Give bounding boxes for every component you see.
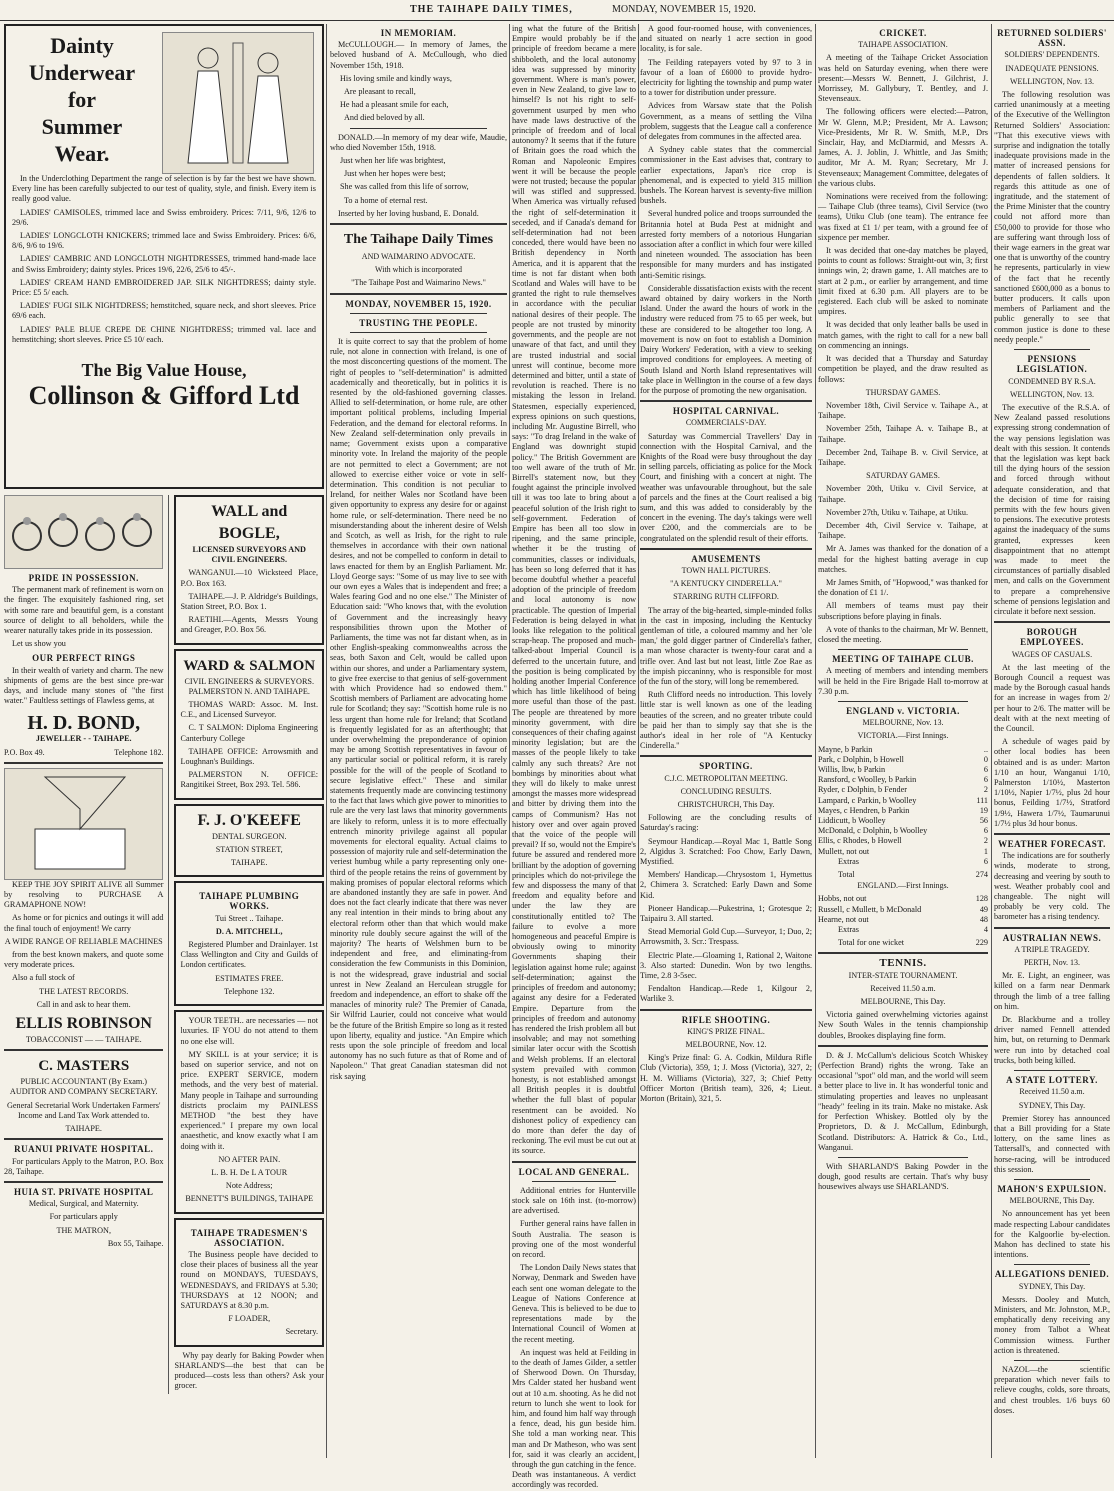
rings-illustration [4, 495, 163, 569]
ev-sub: MELBOURNE, Nov. 13. [862, 718, 944, 728]
ok-l2: STATION STREET, [215, 844, 283, 854]
c4-p6: Considerable dissatisfaction exists with the recent award obtained by dairy workers in the North Island. Under the award the hours of work in the industry were reduced from 75 to 65 per week, but these are considered to be altogether too long. A movement is now on foot to establish a Dominion Dairy Workers' Federation, with a view to seeking improved conditions for employees. A meeting of South Island and North Island representatives will take place in Wellington in the course of a few days for the purpose of promoting the new organisation. [640, 283, 812, 395]
score-row [818, 847, 988, 857]
c4-p3: Advices from Warsaw state that the Polish Government, as a means of settling the Vilna problem, suggests that the League call a conference of delegates from communes in the affected area. [640, 101, 812, 142]
rifle-sub: KING'S PRIZE FINAL. [687, 1026, 765, 1036]
nazol-ad: NAZOL—the scientific preparation which never fails to relieve coughs, colds, sore throats, and chest troubles. 1/6 buys 60 doses. [994, 1364, 1110, 1415]
wb-l1: LICENSED SURVEYORS AND CIVIL ENGINEERS. [192, 545, 306, 565]
paper-title: The Taihape Daily Times [343, 232, 494, 248]
editorial-date: MONDAY, NOVEMBER 15, 1920. [345, 298, 492, 309]
local-p3: The London Daily News states that Norway, Denmark and Sweden have each sent one woman delegate to the League of Nations Conference at Geneva. This is believed to be due to representations made by the International Council of Women at the recent meeting. [512, 1263, 636, 1344]
paper-sub3: "The Taihape Post and Waimarino News." [351, 278, 486, 288]
cricket-p4: It was decided that one-day matches be played, points to count as follows: Straight-out win, 3; first innings win, 2; drawn game, 1. All matches are to start at 2 p.m., or earlier by arrangement, and time limit fixed at 6.30 p.m. All players are to be registered. Each club will be asked to nominate umpires. [818, 246, 988, 317]
runs: 6 [983, 856, 988, 866]
ad-heading-4: Summer [41, 114, 123, 139]
batsman: Ellis, c Rhodes, b Howell [818, 836, 902, 846]
hosp-sub: COMMERCIALS'-DAY. [685, 418, 767, 428]
amuse-sub3: STARRING RUTH CLIFFORD. [673, 592, 779, 602]
weather-heading: WEATHER FORECAST. [998, 839, 1106, 850]
plumb-l4: ESTIMATES FREE. [215, 973, 284, 983]
gram-p7: Call in and ask to hear them. [36, 999, 131, 1009]
masthead-date: MONDAY, NOVEMBER 15, 1920. [612, 4, 756, 15]
au-p2: Dr. Blackburne and a trolley driver named Fennell attended him, but, on returning to Denmark were run into by detached coal trucks, both being killed. [994, 1015, 1110, 1065]
lot-p1: Premier Storey has announced that a Bill providing for a State lottery, on the same lines as Tattersall's, and connected with horse-racing, will be introduced this session. [994, 1113, 1110, 1174]
tennis-p1: Victoria gained overwhelming victories against New South Wales in the tennis championship doubles, Brookes displaying fine form. [818, 1010, 988, 1040]
total-label: Total for one wicket [838, 938, 905, 948]
trades-heading: TAIHAPE TRADESMEN'S ASSOCIATION. [190, 1227, 308, 1248]
cricket-p6: It was decided that a Thursday and Saturday competition be played, and the draw resulted as follows: [818, 354, 988, 384]
den-p1: Messrs. Dooley and Mutch, Ministers, and Mr. Johnston, M.P., emphatically deny receiving any money from Talbot a Wheat Commission witness. Further action is threatened. [994, 1294, 1110, 1355]
plumb-l1: Tui Street .. Taihape. [215, 913, 284, 923]
batsman: Ryder, c Dolphin, b Fender [818, 785, 907, 795]
in-memoriam-heading: IN MEMORIAM. [380, 28, 457, 38]
pensions-heading: PENSIONS LEGISLATION. [1016, 354, 1088, 375]
ws-l2: THOMAS WARD: Assoc. M. Inst. C.E., and Licensed Surveyor. [180, 700, 318, 720]
mem-v3: He had a pleasant smile for each, [340, 100, 449, 110]
wall-bogle-ad [174, 495, 324, 645]
batsman: Park, c Dolphin, b Howell [818, 754, 904, 764]
masters-l1: PUBLIC ACCOUNTANT (By Exam.) AUDITOR AND COMPANY SECRETARY. [9, 1077, 158, 1097]
borough-heading: BOROUGH EMPLOYEES. [1020, 627, 1084, 648]
mem-p3: Inserted by her loving husband, E. Donald. [338, 208, 479, 218]
rings-p3: In their wealth of variety and charm. The new shipments of gems are the best since pre-war days, and include many stones of "the first water." Faultless settings of Flawless gems, at [4, 665, 164, 706]
batsman: Extras [838, 925, 859, 935]
gram-p3: A WIDE RANGE OF RELIABLE MACHINES [4, 936, 163, 946]
pen-sub: CONDEMNED BY R.S.A. [1008, 376, 1096, 386]
wall-bogle-name: WALL and BOGLE, [211, 503, 288, 542]
c4-p2: The Feilding ratepayers voted by 97 to 3 in favour of a loan of £6000 to provide hydro-electricity for lighting the township and pump water to a tower for distribution under pressure. [640, 57, 812, 98]
baking-powder-ad: Why pay dearly for Baking Powder when SHARLAND'S—the best that can be produced—costs less than others? Ask your grocer. [174, 1350, 324, 1391]
england-scorecard [818, 894, 988, 948]
hospital-carnival-heading: HOSPITAL CARNIVAL. [672, 406, 780, 417]
plumb-l3: Registered Plumber and Drainlayer. 1st Class Wellington and City and Guilds of London certificates. [180, 940, 318, 970]
masthead-title: THE TAIHAPE DAILY TIMES, [410, 4, 573, 15]
sat-1: November 20th, Utiku v. Civil Service, at Taihape. [818, 484, 988, 504]
saturday-games: SATURDAY GAMES. [866, 471, 940, 481]
rings-p1: The permanent mark of refinement is worn on the finger. The exquisitely fashioned ring, set with some rare and beautiful gem, is a constant source of delight to all beholders, while the wearer naturally takes pride in its possession. [4, 585, 164, 636]
dainty-item-3: LADIES' CAMBRIC AND LONGCLOTH NIGHTDRESSES, trimmed hand-made lace and Swiss Embroidery; dainty styles. Prices 19/6, 22/6, 25/6 to 45/-. [12, 254, 316, 274]
teeth-l2: L. B. H. De L A TOUR [211, 1167, 288, 1177]
ad-heading-2: Underwear [28, 60, 136, 85]
mem-p2: DONALD.—In memory of my dear wife, Maudie, who died November 15th, 1918. [330, 132, 507, 152]
wb-l2: WANGANUI.—10 Wicksteed Place, P.O. Box 163. [180, 568, 318, 588]
okeefe-ad [174, 804, 324, 878]
ruanui-l: For particulars Apply to the Matron, P.O. Box 28, Taihape. [4, 1156, 164, 1176]
score-row [818, 915, 988, 925]
masters-name: C. MASTERS [38, 1058, 130, 1075]
gramophone-illustration [4, 768, 163, 880]
masthead [0, 0, 1114, 21]
huia-l1: Medical, Surgical, and Maternity. [28, 1199, 139, 1209]
collinson-gifford: Collinson & Gifford Ltd [28, 381, 300, 411]
runs: 1 [983, 846, 988, 856]
column-4 [640, 24, 812, 1458]
mem-p1: McCULLOUGH.— In memory of James, the beloved husband of A. McCullough, who died November 15th, 1918. [330, 40, 507, 70]
batsman: Ransford, c Woolley, b Parkin [818, 775, 917, 785]
batsman: Liddicutt, b Woolley [818, 816, 886, 826]
score-row [818, 745, 988, 755]
tennis-sub3: MELBOURNE, This Day. [860, 997, 946, 1007]
cricket-p3: Nominations were received from the following: — Taihape Club (three teams), Civil Service (two teams), Utiku Club (one team). The entrance fee was fixed at £1 1/ per team, with a ground fee of sixpence per member. [818, 192, 988, 242]
plumb-l5: Telephone 132. [224, 986, 275, 996]
mem-v5: Just when her life was brightest, [340, 156, 446, 166]
teeth-l1: NO AFTER PAIN. [218, 1154, 281, 1164]
lot-sub2: SYDNEY, This Day. [1018, 1100, 1086, 1110]
ad-heading-1: Dainty [50, 33, 114, 58]
paper-sub: AND WAIMARINO ADVOCATE. [361, 252, 476, 262]
runs: 128 [975, 894, 988, 904]
dainty-item-2: LADIES' LONGCLOTH KNICKERS; trimmed lace and Swiss Embroidery. Prices: 6/6, 8/6, 9/6 to 19/6. [12, 231, 316, 251]
plumb-l2: D. A. MITCHELL, [215, 926, 283, 936]
huia-l2: For particulars apply [49, 1212, 118, 1222]
au-sub: A TRIPLE TRAGEDY. [1014, 944, 1090, 954]
score-total [818, 870, 988, 880]
runs: 19 [979, 805, 988, 815]
rsa-sub2: INADEQUATE PENSIONS. [1005, 63, 1099, 73]
ws-l5: PALMERSTON N. OFFICE: Rangitikei Street, Box 293. Tel. 586. [180, 770, 318, 790]
cricket-p2: The following officers were elected:—Patron, Mr W. Glenn, M.P.; President, Mr A. Lawson; Vice-Presidents, Mr R. W. Smith, M.P., Drs Sinclair, Hay, and McDiarmid, and Messrs A. James, A. J. Joblin, J. Whittle, and Jas Smith; auditor, Mr A. M. Ryan; Secretary, Mr J. Stevenseaux; Management Committee, delegates of the various clubs. [818, 107, 988, 188]
column-2 [330, 24, 507, 1458]
batsman: Willis, lbw, b Parkin [818, 765, 886, 774]
ruanui-heading: RUANUI PRIVATE HOSPITAL. [14, 1144, 154, 1155]
ellis-robinson: ELLIS ROBINSON [15, 1015, 152, 1033]
column-5 [818, 24, 988, 1458]
runs: 2 [983, 785, 988, 795]
ladies-illustration [162, 32, 314, 174]
score-row [818, 925, 988, 935]
column-3 [512, 24, 636, 1490]
score-row [818, 826, 988, 836]
gram-p2: As home or for picnics and outings it will add the final touch of enjoyment! We carry [4, 913, 164, 933]
mah-sub: MELBOURNE, This Day. [1009, 1196, 1095, 1206]
amusements-heading: AMUSEMENTS [691, 553, 761, 564]
ad-heading-3: for [67, 87, 97, 112]
batsman: Mullett, not out [818, 846, 870, 856]
wx-p1: The indications are for southerly winds, moderate to strong, decreasing and veering by south to west. Weather probably cool and changeable. The night will probably be very cold. The barometer has a rising tendency. [994, 851, 1110, 922]
cricket-heading: CRICKET. [879, 28, 927, 38]
score-row [818, 765, 988, 775]
club-meeting-heading: MEETING OF TAIHAPE CLUB. [832, 654, 974, 665]
den-sub: SYDNEY, This Day. [1018, 1281, 1086, 1291]
editorial-body: It is quite correct to say that the problem of home rule, not alone in connection with Ireland, is one of the most disconcerting questions of the moment. The right of peoples to "self-determination" is admitted academically and theoretically, but in politics it is resented by the old-fashioned governing classes. Allied to self-determination, or home rule, are other important political problems, including Imperial Federation, and the demand for electoral reforms. In New Zealand self-determination only prevails in name; Government exists upon a comparative minority vote. In Ireland the majority of the people are not permitted to elect a Government; are not allowed to exercise either voice or vote in self-determination. This condition is not peculiar to Ireland, for neither Wales nor Scotland have been given opportunity to express any desire for or against home rule, or self-determination. There need be no misunderstanding about the inherent desire of Welsh and Scotch, as well as Irish, for the right to rule themselves in accordance with their own national desires, and not be compelled to conform in detail to laws enacted for them by an English Parliament. Mr. Lloyd George says: "Some of us may live to see with our own eyes a Wales that is independent and free; a Wales fearing God and no one else." The Minister of Education said: "Who knows that, with the evolution of Government and the increasingly heavy responsibilities thrown upon the Mother of Parliaments, the time was not far distant when, as in other English-speaking commonwealths across the seas, both Saxon and Celt, would be called upon within our shores, and under a Parliamentary system, to give free exercise to that genius of self-government with which Providence had so endowed them." Scottish members of Parliament are advocating home rule for Scotland; they say: "Scottish home rule is no less urgent than home rule for Ireland; that Scotland is frequently legislated for as an afterthought; that under overwhelming the preponderance of opinion may be among Scottish representatives in favour of any particular social or political reform, it is rarely possible for the will of the people of Scotland to secure legislative effect." These and similar statements frequently made are convincing testimony to the fact that laws which give power to minorities to rule are the very last laws that minority governments are likely to reform, unless it is to more effectually entrench minority privilege against all popular movements for electoral equality. Actual claims to possession of majority rule and self-determination the veriest humbug while a party representing only one-third of the people retains the reins of government by making promises of popular electoral reforms which are abandoned instantly they are safe in power. And does not the fact clearly indicate that there was never any real intention in their minds to bring about any electoral reform other than that which would make minority rule doubly secure against the will of the majority? The hearts of Welshmen burn to be independent and free, and eliminating-from consideration the few Communists in this Dominion, is not the widespread, grave industrial and social unrest in New Zealand an Herculean struggle for freedom and independence, an effort to shake off the manacles of minority rule? The Premier of Canada, Sir Wilfrid Laurier, could not conceive what would be the future of the British Empire so long as it rested upon liberty, equality and justice. "An Empire which rests upon the sole principle of freedom and local autonomy has no such future as that of Rome and of Napoleon." That great Canadian statesman did not risk saying [330, 337, 507, 1081]
tennis-heading: TENNIS. [879, 957, 927, 970]
cricket-p9: All members of teams must pay their subscriptions before playing in finals. [818, 601, 988, 621]
score-row [818, 905, 988, 915]
mem-v7: She was called from this life of sorrow, [340, 182, 469, 192]
ad-heading-5: Wear. [54, 141, 110, 166]
rsa-sub: SOLDIERS' DEPENDENTS. [1004, 50, 1100, 60]
runs: 2 [983, 836, 988, 846]
trades-l2: Secretary. [285, 1327, 318, 1337]
local-p4: An inquest was held at Feilding in to the death of James Gilder, a settler of Sherwood Down. On Thursday, Mrs Calder stated her husband went out at 10 a.m. shooting. As he did not return to lunch she went to look for him, and found him half way through a fence, dead, his gun beside him. She told a man working near. This man and Dr Matheson, who was sent for, said it was clearly an accident, through the gun catching in the fence. Death was instantaneous. A verdict accordingly was recorded. [512, 1347, 636, 1490]
bond-name: H. D. BOND, [27, 712, 141, 735]
teeth-p1: YOUR TEETH.. are necessaries — not luxuries. IF YOU do not attend to them no one else will. [180, 1016, 318, 1046]
au-p1: Mr. E. Light, an engineer, was killed on a farm near Denmark through the limb of a tree falling on him. [994, 971, 1110, 1011]
wb-l3: TAIHAPE.—J. P. Aldridge's Buildings, Station Street, P.O. Box 1. [180, 591, 318, 612]
runs: 49 [979, 904, 988, 914]
sport-p4: Pioneer Handicap.—Pukestrina, 1; Grotesque 2; Taipairu 3. All started. [640, 903, 812, 924]
c4-p5: Several hundred police and troops surrounded the Britannia hotel at Buda Pest at midnight and arrested forty members of a notorious Hungarian association after a conflict in which four were killed and nineteen wounded. The association has been responsible for many murders and has instigated anti-Semitic risings. [640, 209, 812, 280]
thursday-games: THURSDAY GAMES. [865, 387, 941, 397]
editorial-heading: TRUSTING THE PEOPLE. [359, 317, 478, 328]
trades-p1: The Business people have decided to close their places of business all the year round on MONDAYS, TUESDAYS, WEDNESDAYS, and FRIDAYS at 5.30; THURSDAYS at 12 NOON; and SATURDAYS at 8.30 p.m. [180, 1249, 318, 1310]
runs: 56 [979, 816, 988, 826]
masters-l2: General Secretarial Work Undertaken Farmers' Income and Land Tax Work attended to. [7, 1100, 161, 1120]
tradesmen-ad [174, 1218, 324, 1347]
bor-p1: At the last meeting of the Borough Council a request was made by the Borough casual hands for an increase in wages from 2/ per hour to 2/6. The matter will be dealt with at the next meeting of the Council. [994, 662, 1110, 733]
england-victoria-heading: ENGLAND v. VICTORIA. [846, 705, 960, 716]
australian-news-heading: AUSTRALIAN NEWS. [1002, 932, 1102, 943]
huia-l3: THE MATRON, [56, 1225, 112, 1235]
batsman: Lampard, c Parkin, b Woolley [818, 795, 917, 805]
plumbing-ad [174, 881, 324, 1006]
local-general-heading: LOCAL AND GENERAL. [518, 1166, 630, 1177]
dainty-item-6: LADIES' PALE BLUE CREPE DE CHINE NIGHTDRESS; trimmed val. lace and hemstitching; short sleeves. Price £5 10/ each. [12, 324, 316, 344]
mem-v4: And died beloved by all. [344, 113, 425, 123]
sporting-heading: SPORTING. [699, 761, 753, 772]
amuse-sub2: "A KENTUCKY CINDERELLA." [670, 579, 782, 589]
gram-p6: THE LATEST RECORDS. [39, 986, 129, 996]
sport-p6: Electric Plate.—Gloaming 1, Rational 2, Waitone 3. Also started: Dunedin. Won by two lengths. Time, 2.8 3-5sec. [640, 950, 812, 981]
dainty-intro: In the Underclothing Department the range of selection is by far the best we have shown. Every line has been carefully subjected to our test of quality, style, and finish. Every item is really good value. [12, 174, 316, 204]
mem-v2: Are pleasant to recall, [344, 87, 416, 97]
amuse-sub: TOWN HALL PICTURES. [681, 565, 771, 575]
score-row [818, 796, 988, 806]
victoria-scorecard [818, 745, 988, 881]
total-label: Total [838, 870, 855, 880]
teeth-l3: Note Address; [225, 1181, 273, 1191]
rings-heading: PRIDE IN POSSESSION. [28, 573, 139, 583]
pen-p1: The executive of the R.S.A. of New Zealand passed resolutions expressing strong condemnation of the way pensions legislation was dealt with this session. It contends that the legislation was kept back till the dying hours of the session and forced through without adequate consideration, and that the decision of time for raising permits with the few hours given to pensions. The executive protests against the inadequacy of the sums granted, expresses keen disappointment that no attempt was made to meet the circumstances of partially disabled men, and calls on the Government to prepare a comprehensive scheme of pensions legislation and circulate it before next session. [994, 402, 1110, 616]
sat-2: November 27th, Utiku v. Taihape, at Utiku. [826, 507, 968, 517]
sport-p3: Members' Handicap.—Chrysostom 1, Hymettus 2, Chimera 3. Scratched: Early Dawn and Some Kid. [640, 870, 812, 900]
bor-sub: WAGES OF CASUALS. [1011, 649, 1093, 659]
cricket-sub: TAIHAPE ASSOCIATION. [858, 40, 948, 50]
rifle-sub2: MELBOURNE, Nov. 12. [685, 1040, 767, 1050]
sat-3: December 4th, Civil Service v. Taihape, at Taihape. [818, 520, 988, 541]
wb-l4: RAETIHI.—Agents, Messrs Young and Greager, P.O. Box 56. [180, 615, 318, 635]
runs: 6 [983, 765, 988, 774]
score-row [818, 816, 988, 826]
cricket-p5: It was decided that only leather balls be used in match games, with the right to call for a new ball on commencing an innings. [818, 320, 988, 350]
plumb-heading: TAIHAPE PLUMBING WORKS. [199, 891, 300, 912]
runs: 4 [983, 925, 988, 935]
score-total [818, 938, 988, 948]
hosp-p1: Saturday was Commercial Travellers' Day in connection with the Hospital Carnival, and the Knights of the Road were busy throughout the day in selling parcels, officiating as police for the Mock Court, and finishing with a concert at night. The weather was unfavourable throughout, but the sale of parcels and the fines at the Court realised a big sum, and this was added to considerably by the concert in the evening. The day's takings were well over £200, and the commercials are to be congratulated on the splendid result of their efforts. [640, 431, 812, 543]
ws-l3: C. T SALMON: Diploma Engineering Canterbury College [180, 723, 318, 743]
mah-p1: No announcement has yet been made respecting Labour candidates for the Kalgoorlie by-election. Mahon has declined to state his intentions. [994, 1209, 1110, 1260]
score-row [818, 894, 988, 904]
sport-p7: Fendalton Handicap.—Rede 1, Kilgour 2, Warlike 3. [640, 984, 812, 1004]
thu-1: November 18th, Civil Service v. Taihape A., at Taihape. [818, 400, 988, 421]
teeth-l4: BENNETT'S BUILDINGS, TAIHAPE [185, 1194, 314, 1204]
big-value-house: The Big Value House, [81, 360, 247, 381]
okeefe-name: F. J. O'KEEFE [197, 811, 301, 829]
batsman: Mayes, c Hendren, b Parkin [818, 805, 910, 815]
gram-p1: KEEP THE JOY SPIRIT ALIVE all Summer by resolving to PURCHASE A GRAMAPHONE NOW! [4, 879, 164, 910]
batsman: Mayne, b Parkin [818, 744, 873, 754]
bond-box: P.O. Box 49. [4, 747, 45, 757]
score-row [818, 836, 988, 846]
bond-tel: Telephone 182. [114, 747, 164, 757]
ws-l4: TAIHAPE OFFICE: Arrowsmith and Loughnan's Buildings. [180, 746, 318, 767]
ev-sub2: VICTORIA.—First Innings. [857, 731, 949, 741]
mem-v8: To a home of eternal rest. [344, 195, 428, 205]
editorial-continued: ing what the future of the British Empire would probably be if the principle of freedom became a mere shibboleth, and the local autonomy idea was suppressed by minority government. Where is man's power, even in New Zealand, to give law to himself? Is not his right to self-government usurped by men who have made laws destructive of the principle of freedom and of local autonomy? It seems that if the future of Britain goes the road which the Roman and Napoleonic Empires went it will be because the people were not trusted; because the popular will was stifled and suppressed. When America was virtually refused the right of self-determination it seceded, and if Canada's demand for self-determination had not been conceded, there would have been no British dependency in North America, and it is apparent that the time is not far distant when both Scotland and Wales will have to be granted the right to rule themselves in accordance with the peculiar national desires of their people. The people are not trusted by minority governments, and the people are not unaware of that fact, and until they are trusted industrial and social unrest will continue, become more determined and bitter, until a state of revolution is reached. There is no mistaking the lesson in Ireland. Statesmen, especially experienced, express opinions on such questions, including Mr. Augustine Birrell, who says: "To drag Ireland in the wake of England was downright stupid policy." The British Government are too well aware of the truth of Mr. Birrell's statement now, but they fought against the principle involved till it was too late to bring about a peaceful solution of the Irish right to self-government. Federation of Empire has been all too slow in ripening, and the same principle, whether it be the trusting of communities, classes or individuals, has been so long deferred that it has become doubtful whether a peaceful adoption of the principle of freedom and local autonomy is now practicable. The question of Imperial Federation is being delayed in what looks like relegation to the political scrap-heap. The proposed and much-talked-about Imperial Council is deferred to the uncertain future, and the position is being complicated by holding another Imperial Conference which has little likelihood of being more useful than those of the past. The people are threatened by more minority government, with dire consequences of their chafing against minority legislation; but are the masses of the people likely to take calmly any such threats? Are not bombings by minorities about what they will do likely to make unrest amongst the masses more widespread and bitter by driving them into the camps of Communism? Has not history over and over again proved that the voice of the people will prevail? If so, would not the Empire's future be assured and rendered more brilliant by the adoption of governing principles which do not-privilege the few and dispossess the many of that freedom and equality before and under the law they are constitutionally entitled to? The failure to evolve a more homogeneous and peaceful Empire is obviously owing to minority Governments shaping their legislation against home rule; against self-determination; against the principles of freedom and autonomy; against any desire for a Federated Empire. Departure from the principles of freedom and autonomy has rendered the Irish problem all but insolvable; and may not something similar later occur with the Scottish and Welsh problems. If an electoral system prevailed with common honesty, is not established amongst all British peoples it is doubtful whether the full blast of popular resentment can be avoided. No dishonest policy of expediency can do more than defer the day of reckoning. The evil must be cut out at its source. [512, 24, 636, 1156]
huia-l4: Box 55, Taihape. [107, 1238, 164, 1248]
au-sub2: PERTH, Nov. 13. [1023, 958, 1081, 968]
teeth-ad [174, 1010, 324, 1213]
cricket-p10: A vote of thanks to the chairman, Mr W. Bennett, closed the meeting. [818, 624, 988, 644]
runs: 111 [976, 795, 988, 805]
runs: .. [983, 744, 988, 754]
trades-l1: F LOADER, [228, 1314, 271, 1324]
ok-l3: TAIHAPE. [231, 858, 268, 868]
batsman: Russell, c Mullett, b McDonald [818, 904, 922, 914]
mahon-heading: MAHON'S EXPULSION. [997, 1183, 1107, 1194]
huia-heading: HUIA ST. PRIVATE HOSPITAL [14, 1186, 154, 1197]
runs: 6 [983, 826, 988, 836]
dainty-item-5: LADIES' FUGI SILK NIGHTDRESS; hemstitched, square neck, and short sleeves. Price 69/6 each. [12, 301, 316, 321]
runs: 6 [983, 775, 988, 785]
rifle-heading: RIFLE SHOOTING. [681, 1014, 771, 1025]
sport-sub: C.J.C. METROPOLITAN MEETING. [664, 773, 788, 783]
score-row [818, 755, 988, 765]
rifle-p1: King's Prize final: G. A. Codkin, Mildura Rifle Club (Victoria), 359, 1; J. Moss (Victoria), 327, 2; H. M. Williams (Victoria), 327, 3; Chief Petty Officer Morton (British team), 326, 4; Lieut. Morton (Britain), 321, 5. [640, 1053, 812, 1104]
local-p2: Further general rains have fallen in South Australia. The season is proving one of the most wonderful on record. [512, 1219, 636, 1259]
cricket-p1: A meeting of the Taihape Cricket Association was held on Saturday evening, when there were present:—Messrs W. Bennett, J. Gilchrist, J. Morrissey, M. Gallybury, T. Bentley, and J. Stevenseaux. [818, 53, 988, 104]
c4-p4: A Sydney cable states that the commercial commissioner in the East advises that, contrary to earlier expectations, Japan's rice crop is phenomenal, and is expected to yield 315 million bushels. The Korean harvest is seventy-five million bushels. [640, 145, 812, 206]
lot-sub: Received 11.50 a.m. [1019, 1087, 1085, 1097]
lottery-heading: A STATE LOTTERY. [1006, 1075, 1098, 1086]
score-row [818, 785, 988, 795]
amuse-p1: The array of the big-hearted, simple-minded folks in the cast in imposing, including the Kentucky gentleman of title, a coloured mammy and her 'ole man,' the gold digger partner of Cinderella's father, a man whose character is twenty-four carat and a trifle over. And last but not least, little Zoe Rae as the impish piccaninny, who is responsible for most of the fun of the story, will long be remembered. [640, 605, 812, 686]
bor-p2: A schedule of wages paid by other local bodies has been obtained and is as under: Marton 1/10 an hour, Wanganui 1/10, Palmerston 1/10½, Masterton 1/10½, Napier 1/7½, plus 2d hour bonus, Feilding 1/7½, Stratford 1/9½, Hawera 1/7½, Taumarunui 1/7½ plus 3d hour bonus. [994, 737, 1110, 828]
mem-v1: His loving smile and kindly ways, [340, 73, 452, 83]
rsa-sub3: WELLINGTON, Nov. 13. [1010, 76, 1094, 86]
paper-sub2: With which is incorporated [375, 265, 462, 275]
runs: 48 [979, 914, 988, 924]
sport-p5: Stead Memorial Gold Cup.—Surveyor, 1; Duo, 2; Arrowsmith, 3. Scr.: Trespass. [640, 927, 812, 947]
cricket-p8: Mr James Smith, of "Hopwood," was thanked for the donation of £1 1/. [818, 577, 988, 598]
batsman: Hearne, not out [818, 914, 869, 924]
score-row [818, 857, 988, 867]
column-6 [994, 24, 1110, 1458]
rsa-p1: The following resolution was carried unanimously at a meeting of the Executive of the Wellington Returned Soldiers' Association: "That this executive views with surprise and indignation the totally inadequate provisions made in the matter of increased pensions for dependents of fallen soldiers. It regards this attitude as one of ingratitude, and the statement of the Prime Minister that the country could not afford more than £50,000 to provide for those who are suffering want through loss of their wage earners in the great war one that is unworthy of the country he represents, particularly in view of the fact that he recently sanctioned £600,000 as a bonus to butter producers. It calls upon members of Parliament and the public generally to see that common justice is done to these needy people." [994, 90, 1110, 344]
total-runs: 274 [975, 870, 988, 880]
gram-p5: Also a full stock of [12, 973, 75, 983]
dainty-item-4: LADIES' CREAM HAND EMBROIDERED JAP. SILK NIGHTDRESS; dainty style. Price: £5 5/ each. [12, 277, 316, 298]
ws-l1: CIVIL ENGINEERS & SURVEYORS. PALMERSTON N. AND TAIHAPE. [184, 676, 315, 696]
sport-sub3: CHRISTCHURCH, This Day. [677, 800, 775, 810]
amuse-p2: Ruth Clifford needs no introduction. This lovely little star is well known as one of the leading beauties of the screen, and no greater tribute could be paid her than to simply say that she is the author's ideal in her role of "A Kentucky Cinderella." [640, 690, 812, 751]
ev-sub3: ENGLAND.—First Innings. [857, 881, 949, 891]
ward-salmon-name: WARD & SALMON [183, 657, 316, 674]
rsa-heading: RETURNED SOLDIERS' ASSN. [997, 28, 1107, 49]
dainty-item-1: LADIES' CAMISOLES, trimmed lace and Swiss embroidery. Prices: 7/11, 9/6, 12/6 to 29/6. [12, 207, 316, 227]
teeth-p2: MY SKILL is at your service; it is based on superior service, and not on price. EXPERT SERVICE, modern methods, and the very best of material. Many people in Taihape and surrounding districts proclaim my PAINLESS METHOD "the best they have experienced." I prepare my own local anaesthetic, and know exactly what I am doing with it. [180, 1049, 318, 1151]
rings-p2: Let us show you [12, 639, 66, 649]
ward-salmon-ad [174, 649, 324, 800]
batsman: McDonald, c Dolphin, b Woolley [818, 826, 928, 836]
denied-heading: ALLEGATIONS DENIED. [994, 1269, 1110, 1280]
thu-2: November 25th, Taihape A. v. Taihape B., at Taihape. [818, 424, 988, 444]
cricket-p7: Mr A. James was thanked for the donation of a medal for the highest batting average in cup matches. [818, 544, 988, 574]
whisky-ad: D. & J. McCallum's delicious Scotch Whiskey (Perfection Brand) rights the wrong. Take an occasional "spot" old man, and the world will seem a better place to live in. It has wonderful tonic and stimulating properties and leaves no unpleasant "heady" feeling in its train. Make no mistake. Ask for Perfection Whiskey. Bottled oly by the Proprietors, D. & J. McCallum, Edinburgh, Scotland. Distributors: A. Hatrick & Co., Ltd., Wanganui. [818, 1050, 988, 1152]
batsman: Hobbs, not out [818, 894, 867, 904]
sport-p2: Seymour Handicap.—Royal Mac 1, Battle Song 2, Algidus 3. Scratched: Foo Chow, Early Dawn, Mystified. [640, 836, 812, 867]
c4-p1: A good four-roomed house, with conveniences, and situated on nearly 1 acre section in good locality, is for sale. [640, 24, 812, 54]
tennis-sub2: Received 11.50 a.m. [870, 983, 936, 993]
local-p1: Additional entries for Hunterville stock sale on 16th inst. (to-morrow) are advertised. [512, 1185, 636, 1216]
thu-3: December 2nd, Taihape B. v. Civil Service, at Taihape. [818, 447, 988, 467]
runs: 0 [983, 754, 988, 764]
column-1 [4, 24, 324, 1458]
bond-line: JEWELLER - - TAIHAPE. [35, 734, 132, 744]
total-runs: 229 [975, 938, 988, 948]
sport-sub2: CONCLUDING RESULTS. [680, 786, 772, 796]
ellis-trade: TOBACCONIST — — TAIHAPE. [25, 1035, 142, 1045]
rings-heading-2: OUR PERFECT RINGS [32, 653, 136, 664]
masters-l3: TAIHAPE. [65, 1124, 102, 1134]
score-row [818, 775, 988, 785]
gram-p4: from the best known makers, and quote some very moderate prices. [4, 950, 164, 970]
dainty-underwear-ad [4, 24, 324, 489]
tennis-sub: INTER-STATE TOURNAMENT. [848, 970, 958, 980]
sharlands-ad: With SHARLAND'S Baking Powder in the dough, good results are certain. That's why busy housewives always use SHARLAND'S. [818, 1161, 988, 1192]
score-row [818, 806, 988, 816]
sport-p1: Following are the concluding results of Saturday's racing: [640, 813, 812, 833]
batsman: Extras [838, 856, 859, 866]
mem-v6: Just when her hopes were best; [344, 169, 446, 179]
club-p1: A meeting of members and intending members will be held in the Fire Brigade Hall to-morrow at 7.30 p.m. [818, 666, 988, 696]
ok-l1: DENTAL SURGEON. [211, 831, 287, 841]
pen-sub2: WELLINGTON, Nov. 13. [1010, 389, 1094, 399]
